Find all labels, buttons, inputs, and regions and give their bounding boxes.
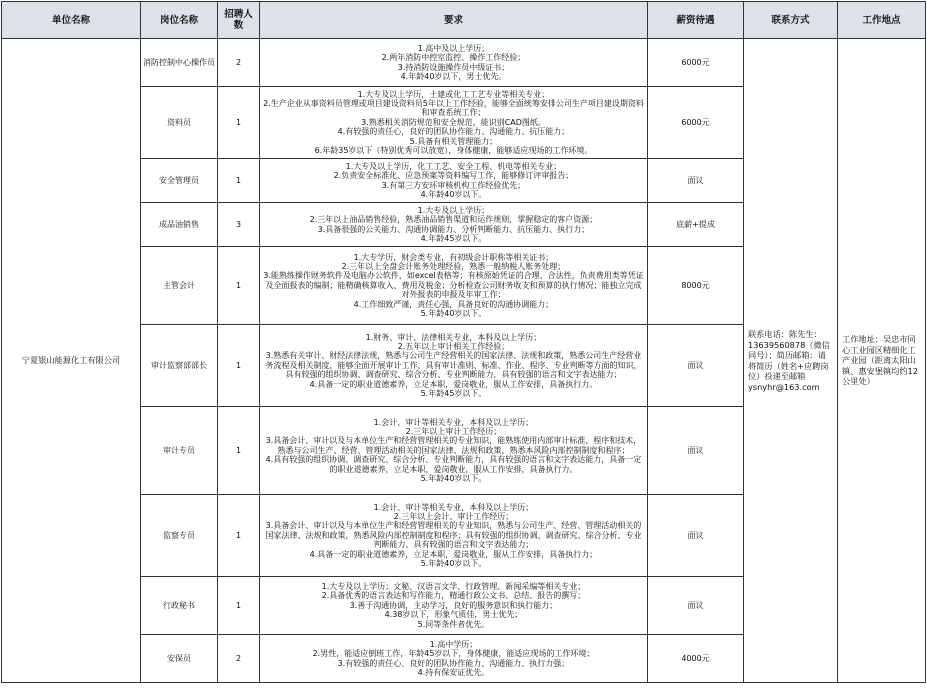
position-cell: 主管会计	[141, 247, 218, 325]
requirement-line: 1.会计、审计等相关专业，本科及以上学历；	[373, 502, 534, 512]
requirement-line: 2.三年以上会计、审计工作经历；	[393, 511, 514, 521]
count-cell: 1	[218, 247, 260, 325]
requirement-line: 1.大专及以上学历；	[417, 205, 490, 215]
requirement-line: 2.生产企业从事资料员管理或项目建设资料员5年以上工作经验，能够全面统筹安排公司生产项目建设期资料和审查系统工作；	[263, 98, 644, 118]
requirement-line: 2.三年以上油品销售经验，熟悉油品销售渠道和运作规则，掌握稳定的客户资源；	[309, 215, 598, 225]
header-position: 岗位名称	[141, 2, 218, 39]
requirement-line: 4.年龄45岁以下。	[420, 233, 487, 243]
position-cell: 监察专员	[141, 495, 218, 577]
requirement-line: 1.大专及以上学历，土建或化工工艺专业等相关专业；	[357, 89, 550, 99]
requirement-line: 1.大专及以上学历；文秘、汉语言文学、行政管理、新闻采编等相关专业；	[321, 581, 586, 591]
salary-cell: 面议	[648, 407, 744, 495]
position-cell: 成品油销售	[141, 203, 218, 247]
requirement-line: 1.高中学历；	[429, 639, 478, 649]
requirement-line: 3.有较强的责任心、良好的团队协作能力、沟通能力、执行力强；	[337, 658, 570, 668]
position-cell: 资料员	[141, 87, 218, 159]
header-salary: 薪资待遇	[648, 2, 744, 39]
requirement-line: 5.年龄45岁以下。	[420, 389, 487, 399]
requirement-line: 4.年龄40岁以下，男士优先。	[400, 71, 507, 81]
header-count: 招聘人数	[218, 2, 260, 39]
salary-cell: 面议	[648, 577, 744, 635]
position-cell: 审计监察部部长	[141, 325, 218, 407]
requirement-line: 3.有第三方安环审核机构工作经验优先；	[381, 180, 526, 190]
requirement-line: 2.具备优秀的语言表达和写作能力，精通行政公文书、总结、报告的撰写；	[321, 591, 586, 601]
requirement-line: 5.年龄40岁以下。	[420, 474, 487, 484]
requirement-line: 1.高中及以上学历；	[417, 43, 490, 53]
contact-cell: 联系电话：陈先生：13639560878（微信同号）；简历邮箱：请将简历（姓名+应聘岗位）投递至邮箱ysnyhr@163.com	[744, 39, 838, 683]
requirements-cell	[260, 407, 648, 495]
requirement-line: 4.具备一定的职业道德素养，立足本职，爱岗敬业，服从工作安排，具备执行力；	[309, 549, 598, 559]
requirement-line: 1.会计、审计等相关专业，本科及以上学历；	[373, 417, 534, 427]
requirement-line: 3.能熟练操作财务软件及电脑办公软件，如excel表格等；有核原始凭证的合理、合法性，负责费用类等凭证及全面报表的编制；能精确核算收入、费用及税金；分析检查公司财务收支和预算的执行情况；能独立完成对外报表的申报及年审工作；	[263, 271, 644, 300]
count-cell: 2	[218, 635, 260, 683]
salary-cell: 面议	[648, 495, 744, 577]
requirement-line: 4.具有较强的组织协调、调查研究、综合分析、专业判断能力，具有较强的语言和文字表达能力，具备一定的职业道德素养，立足本职，爱岗敬业，服从工作安排，具备执行力。	[265, 455, 642, 474]
position-cell: 消防控制中心操作员	[141, 39, 218, 87]
requirement-line: 2.三年以上全盘会计账务处理经验，熟悉一般纳税人账务处理；	[341, 261, 566, 271]
requirement-line: 1.大专学历，财会类专业，有初级会计职称等相关证书；	[353, 252, 554, 262]
count-cell: 1	[218, 407, 260, 495]
count-cell: 1	[218, 87, 260, 159]
requirements-cell	[260, 495, 648, 577]
requirements-cell	[260, 159, 648, 203]
requirement-line: 4.有较强的责任心，良好的团队协作能力、沟通能力、抗压能力；	[337, 127, 570, 137]
requirement-line: 3.具备很强的公关能力、沟通协调能力、分析判断能力、抗压能力、执行力；	[317, 224, 590, 234]
table-row	[2, 39, 926, 87]
salary-cell: 面议	[648, 325, 744, 407]
salary-cell: 6000元	[648, 39, 744, 87]
count-cell: 1	[218, 325, 260, 407]
salary-cell: 4000元	[648, 635, 744, 683]
requirement-line: 3.具备会计、审计以及与本单位生产和经营管理相关的专业知识，能熟练使用内部审计标准、程序和技术，熟悉与公司生产、经营、管理活动相关的国家法律、法规和政策，熟悉本风险内部控制制度和程序；	[265, 436, 642, 455]
salary-cell: 面议	[648, 159, 744, 203]
requirements-cell	[260, 247, 648, 325]
requirement-line: 1.大专及以上学历，化工工艺、安全工程、机电等相关专业；	[345, 161, 562, 171]
requirements-cell	[260, 87, 648, 159]
requirement-line: 5.具备有相关管理能力；	[409, 136, 498, 146]
count-cell: 3	[218, 203, 260, 247]
location-cell: 工作地址：吴忠市同心工业园区精细化工产业园（距离太阳山镇、惠安堡镇均约12公里处）	[838, 39, 926, 683]
requirement-line: 4.持有保安证优先。	[417, 667, 490, 677]
requirement-line: 2.两年消防中控室监控、操作工作经验；	[381, 53, 526, 63]
requirement-line: 4.具备一定的职业道德素养，立足本职，爱岗敬业，服从工作安排，具备执行力。	[309, 379, 598, 389]
requirement-line: 1.财务、审计、法律相关专业，本科及以上学历；	[365, 332, 542, 342]
requirement-line: 3.善于沟通协调，主动学习，良好的服务意识和执行能力；	[349, 600, 558, 610]
requirement-line: 5.年龄40岁以下。	[420, 559, 487, 569]
count-cell: 2	[218, 39, 260, 87]
requirement-line: 2.三年以上审计工作经历；	[405, 426, 502, 436]
requirement-line: 3.熟悉有关审计、财经法律法规，熟悉与公司生产经营相关的国家法律、法规和政策，熟悉公司生产经营业务流程及相关制度，能够全面开展审计工作，具有审计准则、标准、作业、程序、专业判断等方面的知识，具有较强的组织协调、调查研究、综合分析、专业判断能力，具有较强的语言和文字表达能力；	[265, 351, 642, 380]
table-body	[2, 39, 926, 683]
requirements-cell	[260, 325, 648, 407]
header-requirements: 要求	[260, 2, 648, 39]
requirement-line: 2.负责安全标准化、应急预案等资料编写工作，能够修订评审报告；	[333, 171, 574, 181]
requirement-line: 4.工作细致严谨，责任心强，具备良好的沟通协调能力；	[353, 299, 554, 309]
requirement-line: 2.五年以上审计相关工作经验；	[397, 341, 510, 351]
requirement-line: 4.年龄40岁以下。	[420, 189, 487, 199]
requirement-line: 5.年龄40岁以下。	[420, 309, 487, 319]
requirement-line: 3.熟悉相关消防规范和安全规范，能识别CAD图纸。	[361, 117, 546, 127]
unit-name-cell: 宁夏银山能源化工有限公司	[2, 39, 141, 683]
requirements-cell	[260, 203, 648, 247]
requirement-line: 3.具备会计、审计以及与本单位生产和经营管理相关的专业知识，熟悉与公司生产、经营、管理活动相关的国家法律、法规和政策，熟悉风险内部控制制度和程序；具有较强的组织协调、调查研究、综合分析、专业判断能力，具有较强的语言和文字表达能力；	[265, 521, 642, 550]
position-cell: 安保员	[141, 635, 218, 683]
header-location: 工作地点	[838, 2, 926, 39]
recruitment-table	[1, 1, 926, 683]
header-contact: 联系方式	[744, 2, 838, 39]
position-cell: 行政秘书	[141, 577, 218, 635]
requirements-cell	[260, 39, 648, 87]
requirement-line: 5.同等条件者优先。	[417, 619, 490, 629]
salary-cell: 6000元	[648, 87, 744, 159]
requirement-line: 3.持消防设施操作员中级证书；	[397, 62, 510, 72]
salary-cell: 底薪+提成	[648, 203, 744, 247]
count-cell: 1	[218, 495, 260, 577]
requirements-cell	[260, 577, 648, 635]
header-row	[2, 2, 926, 39]
requirements-cell	[260, 635, 648, 683]
requirement-line: 4.38岁以下，形象气质佳，男士优先；	[384, 610, 523, 620]
requirement-line: 2.男性，能适应倒班工作，年龄45岁以下，身体健康，能适应现场的工作环境；	[312, 649, 595, 659]
position-cell: 审计专员	[141, 407, 218, 495]
count-cell: 1	[218, 577, 260, 635]
count-cell: 1	[218, 159, 260, 203]
header-unit: 单位名称	[2, 2, 141, 39]
position-cell: 安全管理员	[141, 159, 218, 203]
requirement-line: 6.年龄35岁以下（特别优秀可以放宽），身体健康，能够适应现场的工作环境。	[314, 146, 593, 156]
salary-cell: 8000元	[648, 247, 744, 325]
